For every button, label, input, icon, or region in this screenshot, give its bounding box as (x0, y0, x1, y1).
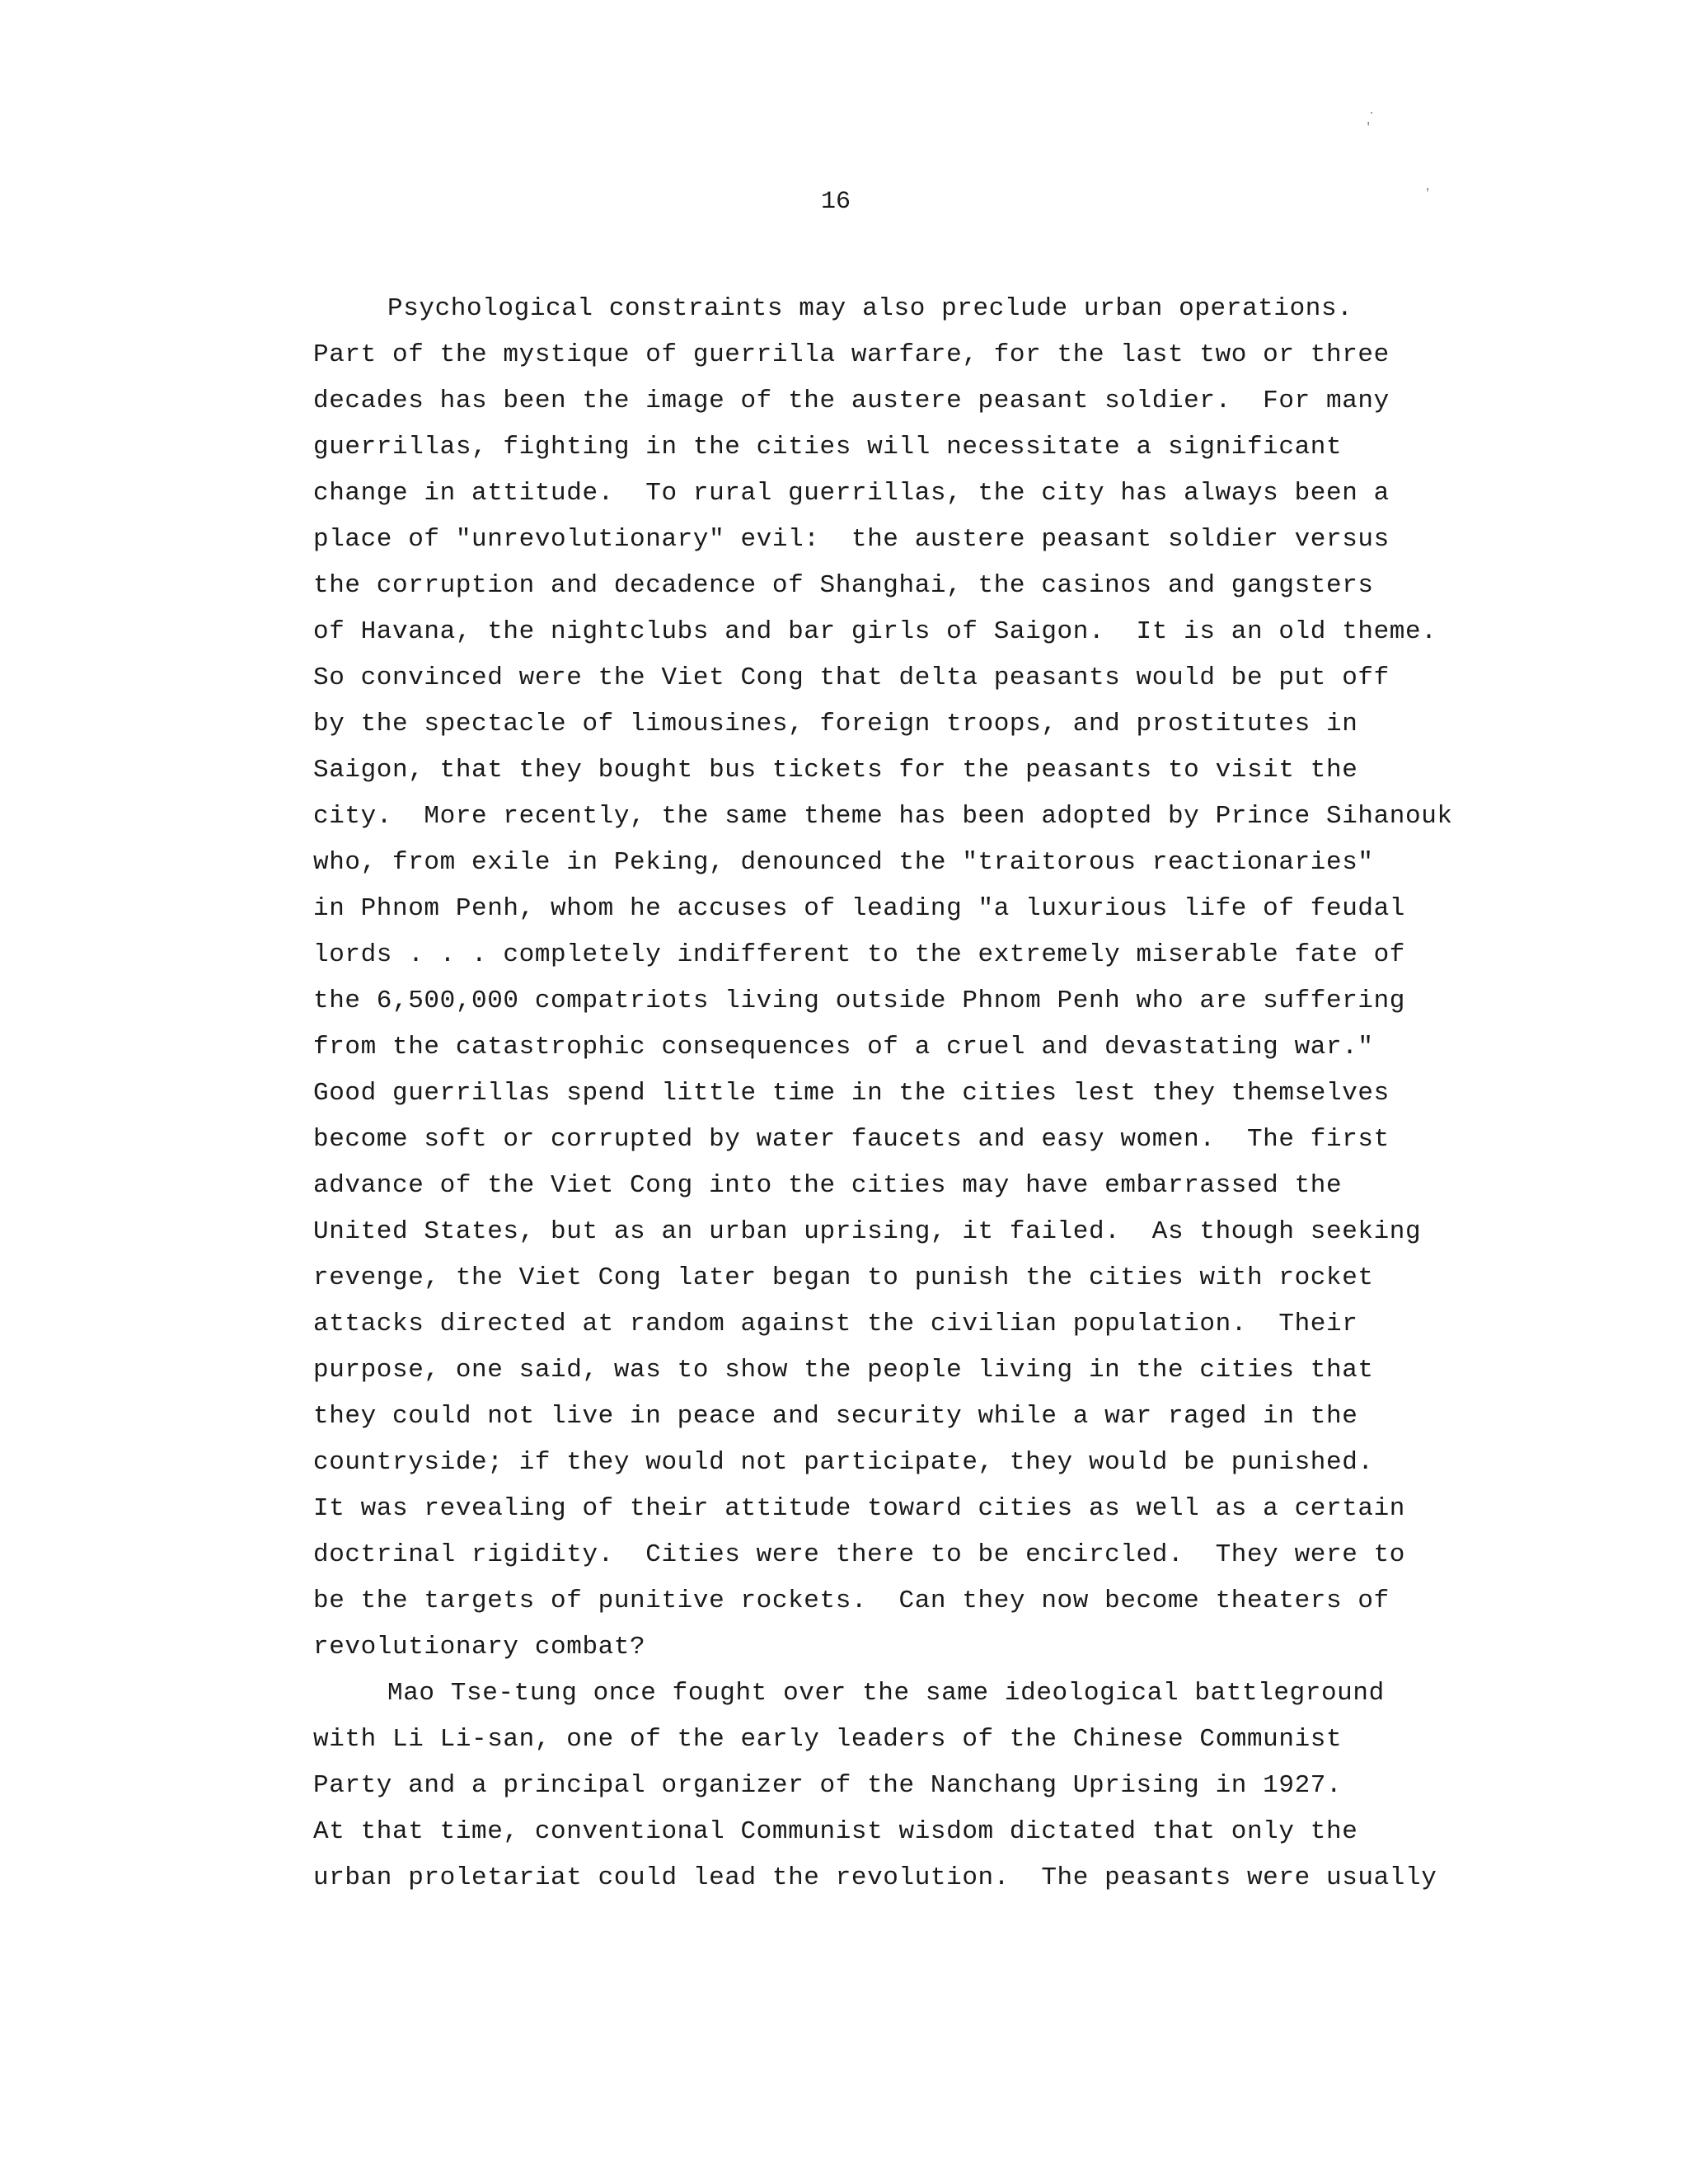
text-line: Psychological constraints may also preclude urban operations. (387, 294, 1353, 323)
text-line: countryside; if they would not participate, they would be punished. (313, 1448, 1374, 1477)
scan-speck: ′ (1365, 121, 1372, 134)
text-line: from the catastrophic consequences of a cruel and devastating war." (313, 1033, 1374, 1062)
text-line: So convinced were the Viet Cong that delta peasants would be put off (313, 663, 1390, 692)
text-line: revolutionary combat? (313, 1633, 646, 1661)
body-text (313, 286, 1453, 1901)
text-line: who, from exile in Peking, denounced the "traitorous reactionaries" (313, 848, 1374, 877)
text-line: decades has been the image of the austere peasant soldier. For many (313, 387, 1390, 415)
text-line: city. More recently, the same theme has been adopted by Prince Sihanouk (313, 802, 1453, 831)
text-line: the corruption and decadence of Shanghai, the casinos and gangsters (313, 571, 1374, 600)
text-line: Saigon, that they bought bus tickets for the peasants to visit the (313, 756, 1358, 785)
scan-speck: ′ (1424, 187, 1432, 200)
text-line: be the targets of punitive rockets. Can they now become theaters of (313, 1586, 1390, 1615)
text-line: It was revealing of their attitude toward cities as well as a certain (313, 1494, 1406, 1523)
text-line: attacks directed at random against the civilian population. Their (313, 1310, 1358, 1338)
text-line: lords . . . completely indifferent to the extremely miserable fate of (313, 940, 1406, 969)
text-line: with Li Li-san, one of the early leaders of the Chinese Communist (313, 1725, 1343, 1754)
text-line: purpose, one said, was to show the people living in the cities that (313, 1356, 1374, 1385)
text-line: United States, but as an urban uprising, it failed. As though seeking (313, 1217, 1422, 1246)
text-line: become soft or corrupted by water faucets and easy women. The first (313, 1125, 1390, 1154)
page-number: 16 (820, 188, 851, 216)
text-line: by the spectacle of limousines, foreign troops, and prostitutes in (313, 710, 1358, 738)
text-line: Part of the mystique of guerrilla warfare, for the last two or three (313, 340, 1390, 369)
text-line: the 6,500,000 compatriots living outside Phnom Penh who are suffering (313, 987, 1406, 1015)
text-line: Mao Tse-tung once fought over the same ideological battleground (387, 1679, 1385, 1708)
text-line: urban proletariat could lead the revolution. The peasants were usually (313, 1863, 1437, 1892)
text-line: guerrillas, fighting in the cities will necessitate a significant (313, 433, 1343, 462)
text-line: At that time, conventional Communist wisdom dictated that only the (313, 1817, 1358, 1846)
scan-speck: ‧ (1370, 108, 1374, 121)
text-line: Party and a principal organizer of the Nanchang Uprising in 1927. (313, 1771, 1343, 1800)
text-line: advance of the Viet Cong into the cities may have embarrassed the (313, 1171, 1343, 1200)
text-line: of Havana, the nightclubs and bar girls of Saigon. It is an old theme. (313, 617, 1437, 646)
text-line: change in attitude. To rural guerrillas, the city has always been a (313, 479, 1390, 508)
text-line: place of "unrevolutionary" evil: the austere peasant soldier versus (313, 525, 1390, 554)
text-line: in Phnom Penh, whom he accuses of leading "a luxurious life of feudal (313, 894, 1406, 923)
text-line: they could not live in peace and security while a war raged in the (313, 1402, 1358, 1431)
text-line: Good guerrillas spend little time in the cities lest they themselves (313, 1079, 1390, 1108)
text-line: doctrinal rigidity. Cities were there to be encircled. They were to (313, 1540, 1406, 1569)
text-line: revenge, the Viet Cong later began to punish the cities with rocket (313, 1263, 1374, 1292)
